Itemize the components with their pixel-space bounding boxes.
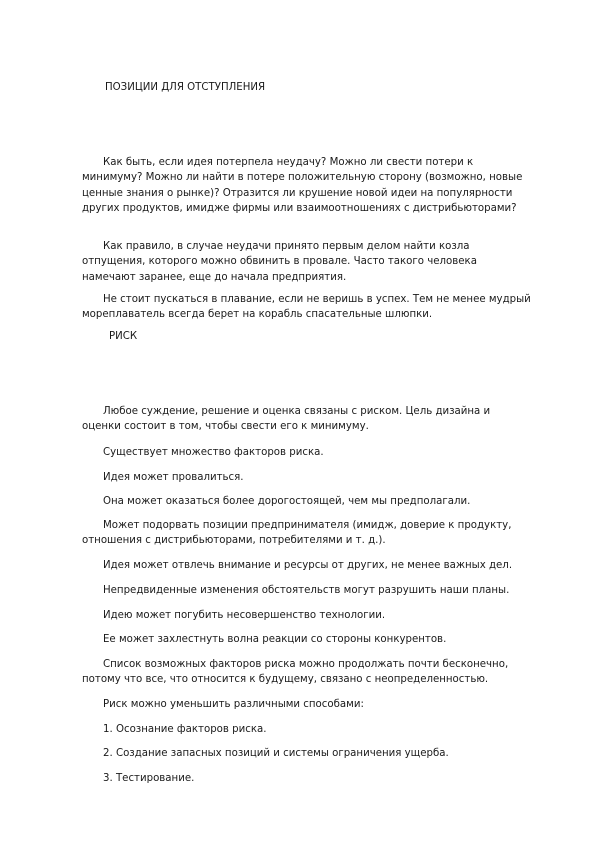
paragraph: Идея может провалиться.: [103, 472, 244, 483]
paragraph: Непредвиденные изменения обстоятельств могут разрушить наши планы.: [103, 585, 510, 596]
paragraph: Список возможных факторов риска можно продолжать почти бесконечно, потому что все, что относится к будущему, связано с неопределенностью.: [82, 659, 509, 686]
paragraph: Она может оказаться более дорогостоящей, чем мы предполагали.: [103, 496, 471, 507]
list-item: 2. Создание запасных позиций и системы ограничения ущерба.: [103, 748, 449, 759]
list-item: 3. Тестирование.: [103, 773, 195, 784]
section-heading-risk: РИСК: [109, 331, 138, 342]
paragraph: Не стоит пускаться в плавание, если не веришь в успех. Тем не менее мудрый мореплаватель всегда берет на корабль спасательные шлюпки.: [82, 294, 531, 321]
paragraph: Риск можно уменьшить различными способами:: [103, 699, 364, 710]
paragraph: Любое суждение, решение и оценка связаны с риском. Цель дизайна и оценки состоит в том, чтобы свести его к минимуму.: [82, 406, 491, 433]
paragraph: Существует множество факторов риска.: [103, 447, 324, 458]
paragraph: Может подорвать позиции предпринимателя (имидж, доверие к продукту, отношения с дистрибьюторами, потребителями и т. д.).: [82, 520, 512, 547]
paragraph: Как быть, если идея потерпела неудачу? Можно ли свести потери к минимуму? Можно ли найти в потере положительную сторону (возможно, новые ценные знания о рынке)? Отразится ли крушение новой идеи на популярности других продуктов, имидже фирмы или взаимоотношениях с дистрибьюторами?: [82, 157, 523, 214]
paragraph: Ее может захлестнуть волна реакции со стороны конкурентов.: [103, 634, 447, 645]
list-item: 1. Осознание факторов риска.: [103, 724, 267, 735]
paragraph: Как правило, в случае неудачи принято первым делом найти козла отпущения, которого можно обвинить в провале. Часто такого человека намечают заранее, еще до начала предприятия.: [82, 241, 477, 283]
section-heading-retreat-positions: ПОЗИЦИИ ДЛЯ ОТСТУПЛЕНИЯ: [105, 82, 266, 93]
paragraph: Идея может отвлечь внимание и ресурсы от других, не менее важных дел.: [103, 560, 513, 571]
paragraph: Идею может погубить несовершенство технологии.: [103, 610, 386, 621]
